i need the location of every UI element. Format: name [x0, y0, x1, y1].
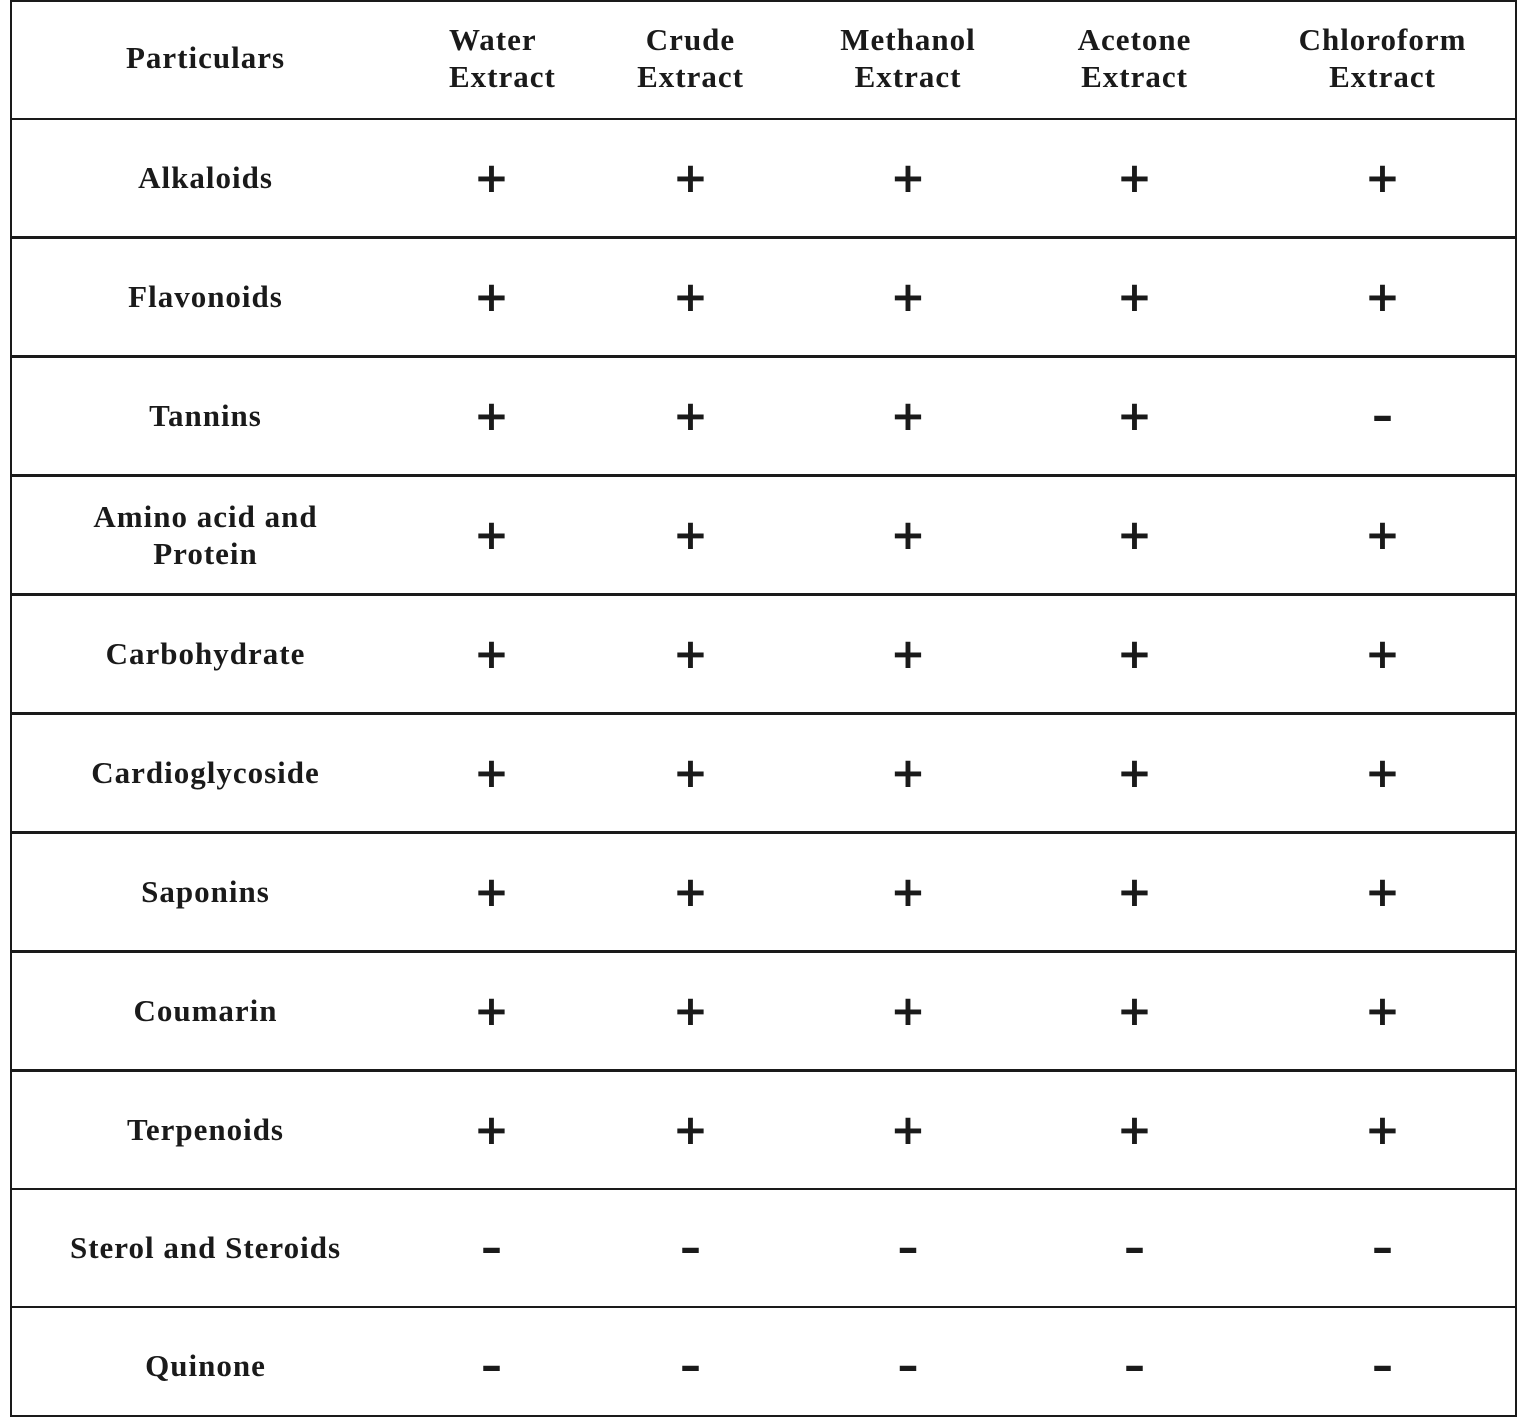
result-cell: +	[584, 595, 797, 714]
table-row	[12, 476, 1515, 595]
table-row	[12, 1189, 1515, 1307]
row-label: Tannins	[12, 357, 399, 476]
result-cell: +	[1250, 833, 1515, 952]
result-cell: +	[797, 952, 1019, 1071]
result-cell: +	[584, 833, 797, 952]
row-label: Saponins	[12, 833, 399, 952]
row-label: Carbohydrate	[12, 595, 399, 714]
result-cell: +	[584, 119, 797, 238]
result-cell: +	[797, 714, 1019, 833]
result-cell: –	[1250, 357, 1515, 476]
row-label: Coumarin	[12, 952, 399, 1071]
result-cell: +	[1250, 1071, 1515, 1190]
row-label: Terpenoids	[12, 1071, 399, 1190]
result-cell: –	[680, 1340, 701, 1390]
result-cell: +	[399, 1071, 584, 1190]
row-label: Alkaloids	[12, 119, 399, 238]
result-cell: +	[1019, 238, 1250, 357]
table-row	[12, 952, 1515, 1071]
result-cell: +	[399, 238, 584, 357]
result-cell: +	[1019, 833, 1250, 952]
phytochemical-table-frame	[10, 0, 1517, 1417]
result-cell: +	[797, 119, 1019, 238]
result-cell: +	[1019, 595, 1250, 714]
result-cell: +	[797, 833, 1019, 952]
header-acetone-extract: Acetone Extract	[1019, 0, 1250, 117]
header-chloroform-extract: Chloroform Extract	[1250, 0, 1515, 117]
result-cell: +	[584, 476, 797, 595]
result-cell: +	[399, 952, 584, 1071]
table-body	[12, 119, 1515, 1424]
result-cell: +	[797, 238, 1019, 357]
row-label: Quinone	[145, 1348, 266, 1384]
header-particulars: Particulars	[12, 0, 399, 117]
result-cell: +	[584, 714, 797, 833]
result-cell: +	[1250, 476, 1515, 595]
phytochemical-table	[12, 2, 1515, 1424]
result-cell: –	[1250, 1189, 1515, 1307]
result-cell: +	[797, 595, 1019, 714]
table-row	[12, 1307, 1515, 1424]
result-cell: –	[481, 1340, 502, 1390]
result-cell: +	[1250, 119, 1515, 238]
result-cell: +	[797, 476, 1019, 595]
header-water-extract: Water Extract	[399, 0, 584, 117]
row-label: Flavonoids	[12, 238, 399, 357]
result-cell: –	[797, 1189, 1019, 1307]
result-cell: +	[1019, 476, 1250, 595]
result-cell: +	[1019, 952, 1250, 1071]
result-cell: –	[1372, 1340, 1393, 1390]
result-cell: +	[399, 476, 584, 595]
result-cell: +	[1250, 238, 1515, 357]
table-row	[12, 119, 1515, 238]
result-cell: +	[1019, 119, 1250, 238]
header-methanol-extract: Methanol Extract	[797, 0, 1019, 117]
table-row	[12, 595, 1515, 714]
result-cell: +	[1019, 714, 1250, 833]
result-cell: +	[399, 357, 584, 476]
result-cell: +	[1019, 357, 1250, 476]
result-cell: +	[797, 357, 1019, 476]
header-crude-extract: Crude Extract	[584, 0, 797, 117]
row-label: Cardioglycoside	[12, 714, 399, 833]
result-cell: +	[1250, 595, 1515, 714]
result-cell: –	[399, 1189, 584, 1307]
table-row	[12, 714, 1515, 833]
result-cell: +	[399, 595, 584, 714]
result-cell: +	[399, 714, 584, 833]
result-cell: +	[584, 238, 797, 357]
table-row	[12, 1071, 1515, 1190]
result-cell: +	[584, 1071, 797, 1190]
result-cell: –	[584, 1189, 797, 1307]
result-cell: +	[1250, 952, 1515, 1071]
row-label: Amino acid and Protein	[12, 476, 399, 595]
table-row	[12, 357, 1515, 476]
result-cell: –	[1124, 1340, 1145, 1390]
header-row	[12, 2, 1515, 119]
result-cell: +	[399, 833, 584, 952]
result-cell: +	[797, 1071, 1019, 1190]
result-cell: +	[584, 952, 797, 1071]
table-row	[12, 833, 1515, 952]
result-cell: +	[399, 119, 584, 238]
table-row	[12, 238, 1515, 357]
result-cell: +	[1250, 714, 1515, 833]
row-label: Sterol and Steroids	[12, 1189, 399, 1307]
result-cell: +	[584, 357, 797, 476]
result-cell: –	[897, 1340, 919, 1390]
result-cell: +	[1019, 1071, 1250, 1190]
result-cell: –	[1019, 1189, 1250, 1307]
